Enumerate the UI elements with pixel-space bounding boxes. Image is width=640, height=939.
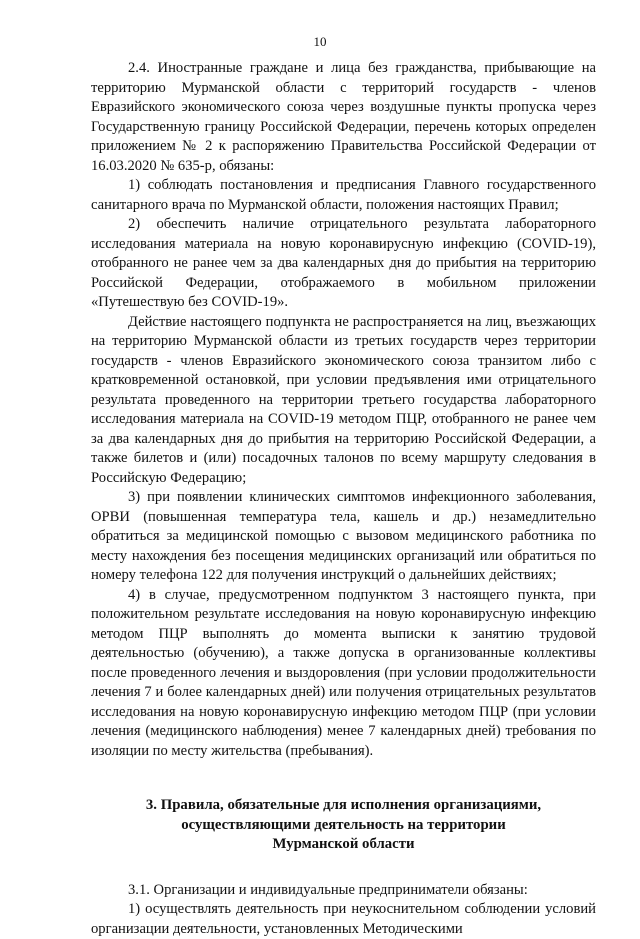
page-number: 10: [313, 34, 327, 49]
paragraph-3-1: 3.1. Организации и индивидуальные предприниматели обязаны:: [128, 881, 528, 898]
section-heading-line-2: осуществляющими деятельность на территории: [181, 816, 506, 833]
document-body: [91, 59, 596, 939]
paragraph-2-4: 2.4. Иностранные граждане и лица без гражданства, прибывающие на территорию Мурманской области с территорий государств - членов Евразийского экономического союза через воздушные пункты пропуска через Государственную границу Российской Федерации, перечень которых определен приложением № 2 к распоряжению Правительства Российской Федерации от 16.03.2020 № 635-р, обязаны:: [91, 60, 596, 174]
paragraph-3-1-item-1: 1) осуществлять деятельность при неукоснительном соблюдении условий организации деятельности, установленных Методическими: [91, 901, 596, 937]
section-heading-line-3: Мурманской области: [272, 836, 415, 852]
paragraph-item-1: 1) соблюдать постановления и предписания Главного государственного санитарного врача по Мурманской области, положения настоящих Правил;: [91, 177, 596, 213]
section-heading: [91, 796, 596, 855]
paragraph-exception: Действие настоящего подпункта не распространяется на лиц, въезжающих на территорию Мурманской области из третьих государств через территории государств - членов Евразийского экономического союза транзитом либо с кратковременной остановкой, при условии предъявления ими отрицательного результата проведенного на территории третьего государства лабораторного исследования материала на COVID-19 методом ПЦР, отобранного не ранее чем за два календарных дня до прибытия на территорию Российской Федерации, а также билетов и (или) посадочных талонов по всему маршруту следования в Российскую Федерацию;: [91, 313, 596, 486]
section-heading-line-1: 3. Правила, обязательные для исполнения организациями,: [145, 797, 542, 813]
paragraph-item-3: 3) при появлении клинических симптомов инфекционного заболевания, ОРВИ (повышенная температура тела, кашель и др.) незамедлительно обратиться за медицинской помощью с вызовом медицинского работника по месту нахождения без посещения медицинских организаций или обратиться по номеру телефона 122 для получения инструкций о дальнейших действиях;: [91, 489, 596, 583]
paragraph-item-2: 2) обеспечить наличие отрицательного результата лабораторного исследования материала на новую коронавирусную инфекцию (COVID-19), отобранного не ранее чем за два календарных дня до прибытия на территорию Российской Федерации, отображаемого в мобильном приложении «Путешествую без COVID-19».: [91, 216, 596, 310]
paragraph-item-4: 4) в случае, предусмотренном подпунктом 3 настоящего пункта, при положительном результате исследования на новую коронавирусную инфекцию методом ПЦР выполнять до момента выписки к занятию трудовой деятельностью (обучению), а также допуска в организованные коллективы после проведенного лечения и выздоровления (при условии продолжительности лечения 7 и более календарных дней) или получения отрицательных результатов исследования на новую коронавирусную инфекцию методом ПЦР (при условии лечения (медицинского наблюдения) менее 7 календарных дней) требования по изоляции по месту жительства (пребывания).: [91, 586, 596, 759]
